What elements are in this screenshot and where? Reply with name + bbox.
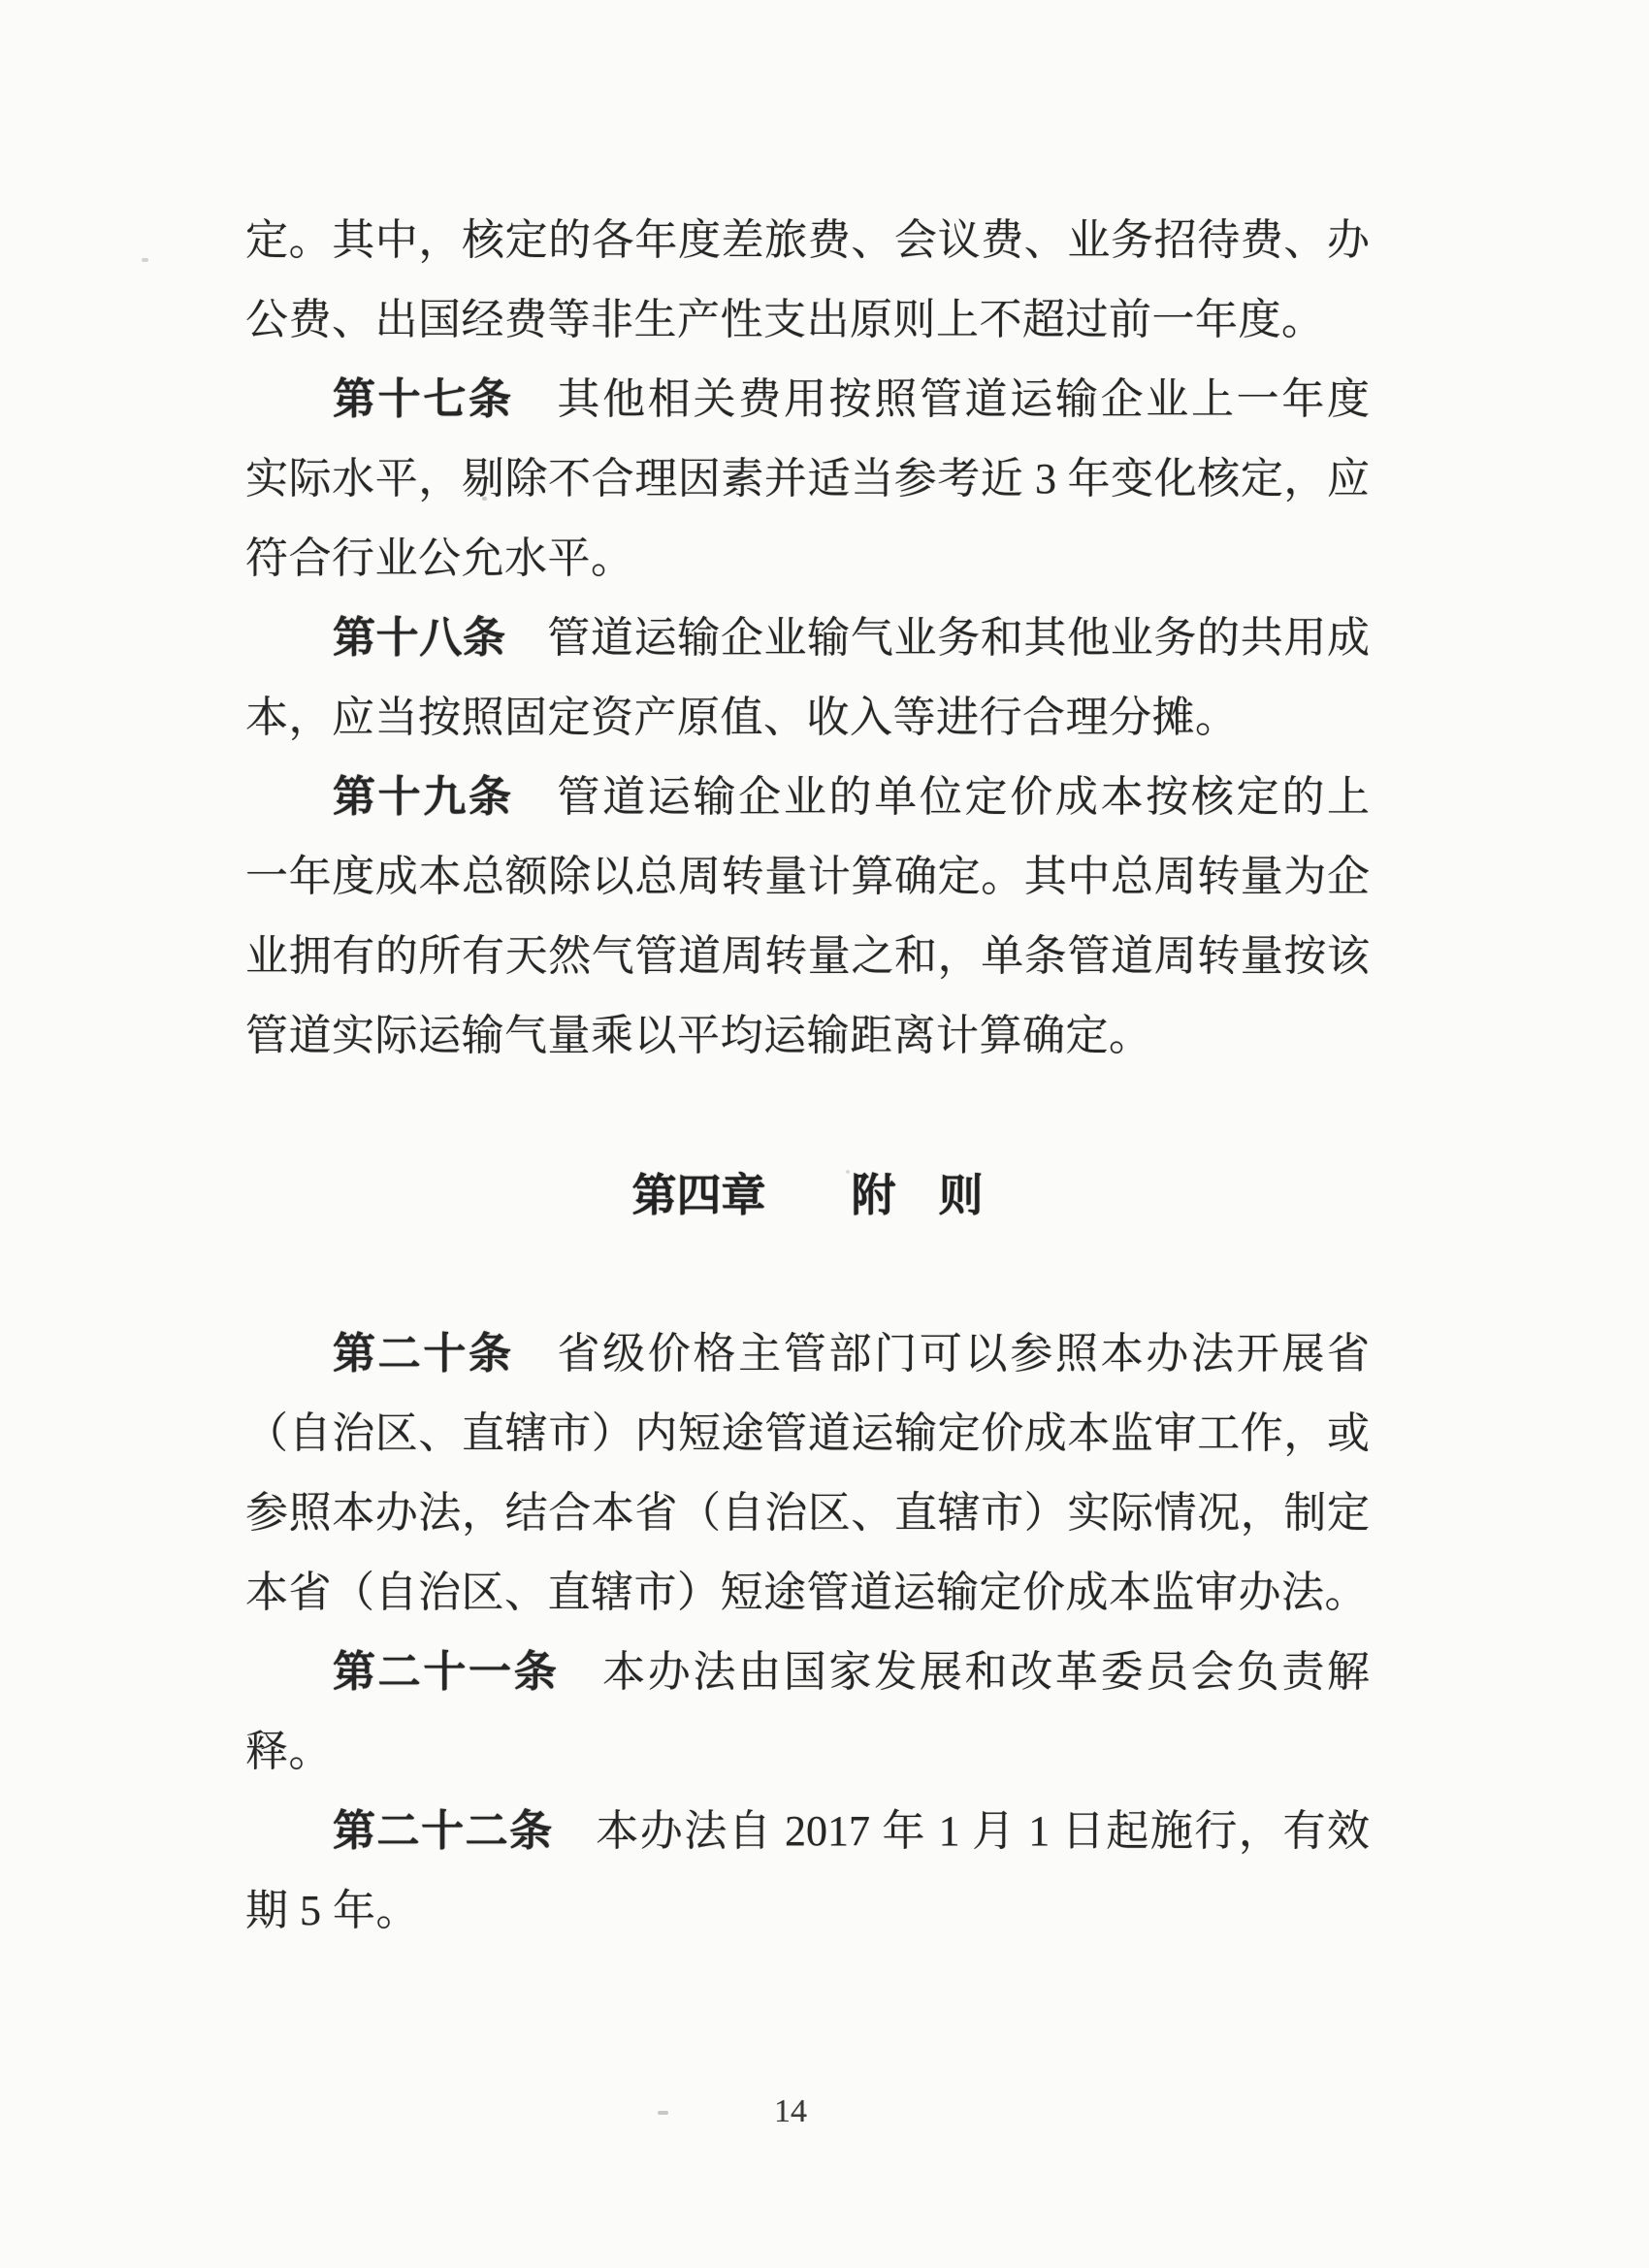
article-line: [245, 758, 1370, 837]
text-line: [245, 201, 1370, 280]
scan-speck: [846, 1170, 850, 1174]
line-text: 管道实际运输气量乘以平均运输距离计算确定。: [245, 1012, 1152, 1059]
article-number: 第二十二条: [333, 1807, 554, 1855]
chapter-heading: [245, 1155, 1370, 1235]
scan-speck: [482, 497, 487, 501]
line-text: 实际水平，剔除不合理因素并适当参考近 3 年变化核定，应: [245, 455, 1370, 502]
article-line: [245, 1314, 1370, 1394]
text-line: [245, 917, 1370, 996]
text-line: [245, 1394, 1370, 1474]
blank-line: [245, 1076, 1370, 1155]
article-number: 第十七条: [333, 375, 514, 423]
line-text: （自治区、直辖市）内短途管道运输定价成本监审工作，或: [245, 1409, 1370, 1457]
article-line: [245, 1792, 1370, 1871]
text-line: [245, 280, 1370, 360]
text-block: [245, 201, 1370, 1951]
line-text: 符合行业公允水平。: [245, 535, 634, 582]
scan-speck: [142, 258, 148, 262]
text-line: [245, 1474, 1370, 1553]
chapter-title-char: 则: [938, 1170, 984, 1220]
line-text: 本办法由国家发展和改革委员会负责解: [599, 1648, 1371, 1696]
article-number: 第十九条: [333, 773, 514, 821]
line-text: 一年度成本总额除以总周转量计算确定。其中总周转量为企: [245, 853, 1370, 900]
blank-line: [245, 1235, 1370, 1314]
line-text: 管道运输企业的单位定价成本按核定的上: [554, 773, 1371, 821]
line-text: 释。: [245, 1728, 332, 1775]
line-text: 公费、出国经费等非生产性支出原则上不超过前一年度。: [245, 296, 1325, 343]
line-text: 期 5 年。: [245, 1887, 419, 1934]
article-line: [245, 360, 1370, 439]
line-text: 其他相关费用按照管道运输企业上一年度: [554, 375, 1371, 423]
line-text: 省级价格主管部门可以参照本办法开展省: [554, 1330, 1371, 1377]
text-line: [245, 1871, 1370, 1951]
line-text: 业拥有的所有天然气管道周转量之和，单条管道周转量按该: [245, 932, 1370, 980]
text-line: [245, 519, 1370, 599]
text-line: [245, 439, 1370, 519]
text-line: [245, 996, 1370, 1076]
line-text: 定。其中，核定的各年度差旅费、会议费、业务招待费、办: [245, 216, 1370, 264]
article-line: [245, 599, 1370, 678]
chapter-number: 第四章: [631, 1170, 766, 1220]
text-line: [245, 837, 1370, 917]
line-text: 参照本办法，结合本省（自治区、直辖市）实际情况，制定: [245, 1489, 1370, 1537]
text-line: [245, 678, 1370, 758]
line-text: 管道运输企业输气业务和其他业务的共用成: [546, 614, 1370, 662]
line-text: 本，应当按照固定资产原值、收入等进行合理分摊。: [245, 694, 1239, 741]
scan-speck: [658, 2111, 668, 2115]
line-text: 本办法自 2017 年 1 月 1 日起施行，有效: [594, 1807, 1371, 1855]
article-number: 第十八条: [333, 614, 506, 662]
line-text: 本省（自治区、直辖市）短途管道运输定价成本监审办法。: [245, 1569, 1368, 1616]
article-number: 第二十一条: [333, 1648, 560, 1696]
article-number: 第二十条: [333, 1330, 514, 1377]
chapter-title-char: 附: [851, 1170, 896, 1220]
article-line: [245, 1633, 1370, 1712]
page-number: 14: [774, 2093, 807, 2129]
text-line: [245, 1712, 1370, 1792]
text-line: [245, 1553, 1370, 1633]
